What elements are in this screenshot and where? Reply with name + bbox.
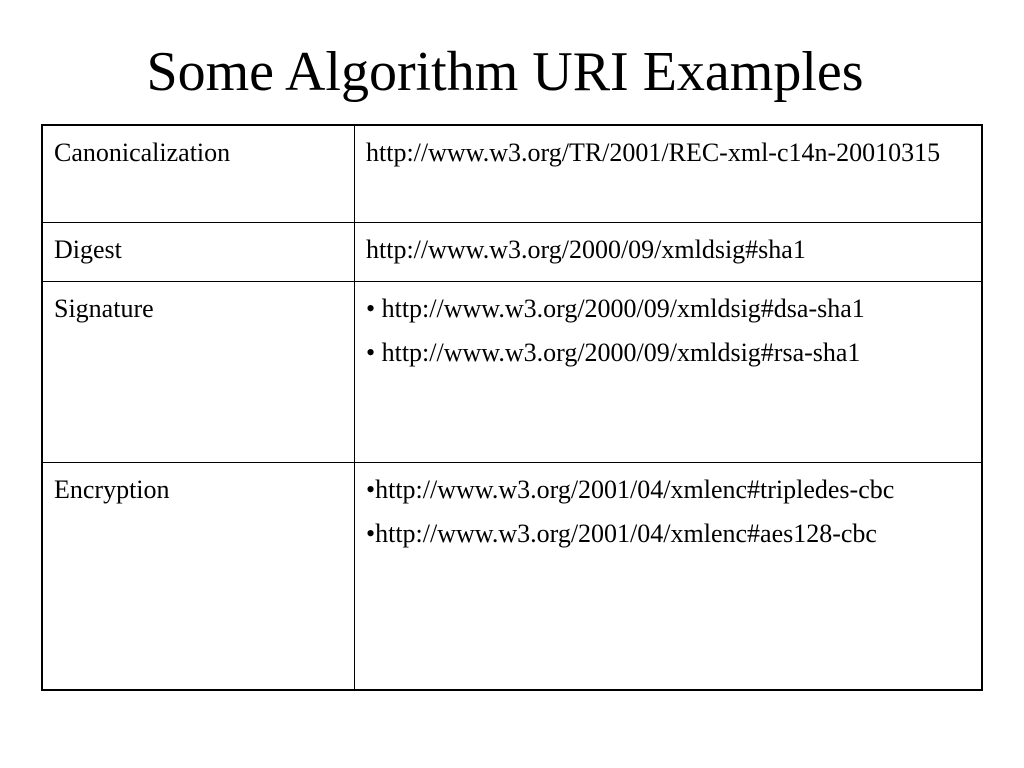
label-encryption: Encryption bbox=[42, 463, 355, 691]
label-digest: Digest bbox=[42, 223, 355, 282]
uri-cell-canonicalization bbox=[355, 125, 983, 223]
uri-encryption-tripledes-cbc: •http://www.w3.org/2001/04/xmlenc#tripledes-cbc bbox=[366, 475, 895, 504]
label-signature: Signature bbox=[42, 282, 355, 463]
table-row-canonicalization bbox=[42, 125, 982, 223]
uri-signature-dsa-sha1: • http://www.w3.org/2000/09/xmldsig#dsa-sha1 bbox=[366, 294, 865, 323]
uri-canonicalization: http://www.w3.org/TR/2001/REC-xml-c14n-20010315 bbox=[366, 138, 941, 167]
uri-cell-signature bbox=[355, 282, 983, 463]
slide-title: Some Algorithm URI Examples bbox=[146, 41, 864, 103]
uri-cell-encryption bbox=[355, 463, 983, 691]
algorithm-uri-table bbox=[41, 124, 983, 691]
table-row-digest bbox=[42, 223, 982, 282]
uri-encryption-aes128-cbc: •http://www.w3.org/2001/04/xmlenc#aes128-cbc bbox=[366, 519, 877, 548]
uri-digest-sha1: http://www.w3.org/2000/09/xmldsig#sha1 bbox=[366, 235, 806, 264]
table-row-encryption bbox=[42, 463, 982, 691]
uri-cell-digest bbox=[355, 223, 983, 282]
uri-signature-rsa-sha1: • http://www.w3.org/2000/09/xmldsig#rsa-sha1 bbox=[366, 338, 861, 367]
label-canonicalization: Canonicalization bbox=[42, 125, 355, 223]
table-row-signature bbox=[42, 282, 982, 463]
